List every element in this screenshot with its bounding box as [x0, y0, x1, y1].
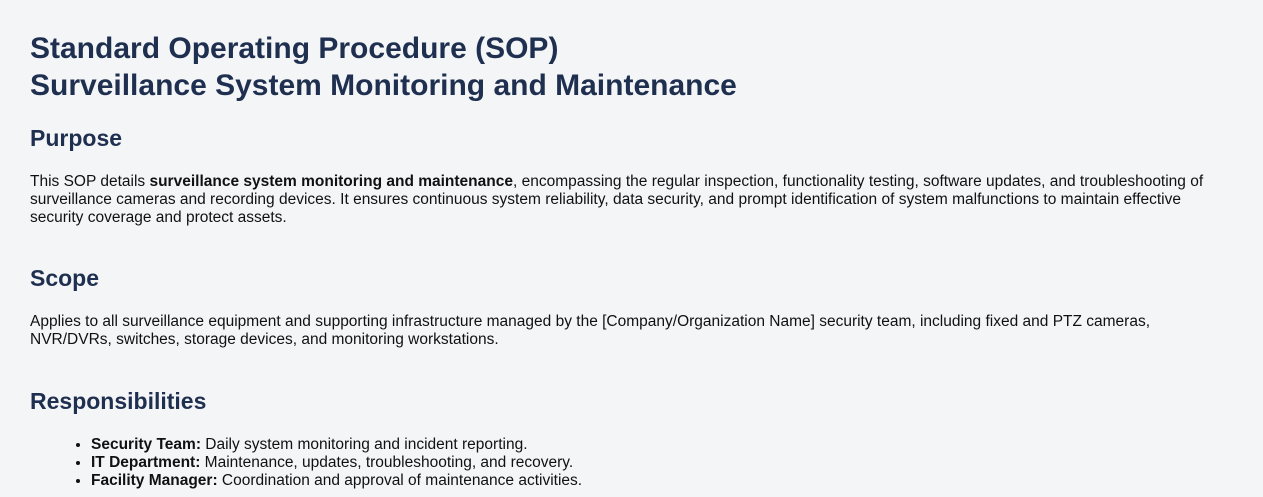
page-title	[30, 30, 1233, 104]
list-item	[91, 436, 1233, 454]
scope-paragraph: Applies to all surveillance equipment and supporting infrastructure managed by the [Company/Organization Name] security team, including fixed and PTZ cameras, NVR/DVRs, switches, storage devices, and monitoring workstations.	[30, 313, 1151, 348]
list-item	[91, 454, 1233, 472]
page-title-line-1: Standard Operating Procedure (SOP)	[30, 32, 559, 65]
responsibility-description: Maintenance, updates, troubleshooting, and recovery.	[200, 454, 574, 471]
responsibility-role: IT Department:	[91, 454, 201, 471]
responsibility-role: Facility Manager:	[91, 472, 218, 489]
scope-heading: Scope	[30, 265, 100, 291]
list-item	[91, 472, 1233, 490]
responsibilities-list	[30, 436, 1233, 490]
responsibility-description: Coordination and approval of maintenance activities.	[217, 472, 583, 489]
page-title-line-2: Surveillance System Monitoring and Maintenance	[30, 69, 737, 102]
purpose-text-bold: surveillance system monitoring and maintenance	[149, 173, 513, 190]
purpose-paragraph	[30, 173, 1233, 227]
responsibility-description: Daily system monitoring and incident reporting.	[200, 436, 528, 453]
responsibility-role: Security Team:	[91, 436, 201, 453]
purpose-text-start: This SOP details	[30, 173, 150, 190]
purpose-text-end: , encompassing the regular inspection, functionality testing, software updates, and troubleshooting of surveillance cameras and recording devices. It ensures continuous system reliability, data security, and prompt identification of system malfunctions to maintain effective security coverage and protect assets.	[30, 173, 1204, 226]
purpose-heading: Purpose	[30, 125, 123, 151]
responsibilities-heading: Responsibilities	[30, 388, 207, 414]
